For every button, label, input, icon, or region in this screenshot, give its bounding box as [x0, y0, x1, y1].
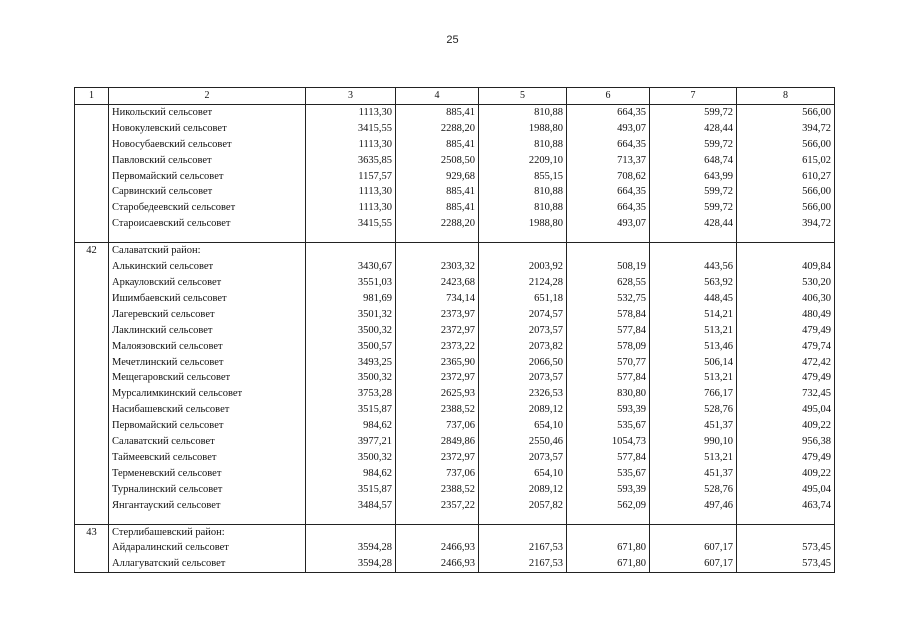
value-cell: 2167,53 [479, 540, 567, 556]
table-row [75, 540, 835, 556]
table-row [75, 370, 835, 386]
value-cell: 2003,92 [479, 259, 567, 275]
index-cell [75, 291, 109, 307]
settlement-name: Насибашевский сельсовет [109, 402, 306, 418]
settlement-name: Малоязовский сельсовет [109, 339, 306, 355]
value-cell: 3635,85 [306, 153, 396, 169]
table-row [75, 137, 835, 153]
value-cell: 3551,03 [306, 275, 396, 291]
value-cell: 1113,30 [306, 200, 396, 216]
value-cell: 472,42 [737, 355, 835, 371]
value-cell: 566,00 [737, 184, 835, 200]
value-cell: 394,72 [737, 216, 835, 232]
index-cell [75, 137, 109, 153]
value-cell: 885,41 [396, 200, 479, 216]
index-cell [75, 482, 109, 498]
value-cell: 885,41 [396, 184, 479, 200]
value-cell: 599,72 [650, 137, 737, 153]
value-cell: 734,14 [396, 291, 479, 307]
value-cell: 528,76 [650, 402, 737, 418]
column-header: 2 [109, 88, 306, 105]
value-cell: 2073,82 [479, 339, 567, 355]
value-cell: 578,84 [567, 307, 650, 323]
index-cell [75, 450, 109, 466]
spacer-cell [109, 232, 306, 243]
value-cell: 643,99 [650, 169, 737, 185]
empty-cell [737, 524, 835, 540]
value-cell: 610,27 [737, 169, 835, 185]
index-cell [75, 184, 109, 200]
value-cell: 566,00 [737, 104, 835, 120]
group-header-row [75, 243, 835, 259]
settlement-name: Айдаралинский сельсовет [109, 540, 306, 556]
value-cell: 671,80 [567, 556, 650, 572]
column-header: 7 [650, 88, 737, 105]
value-cell: 535,67 [567, 466, 650, 482]
value-cell: 532,75 [567, 291, 650, 307]
value-cell: 830,80 [567, 386, 650, 402]
value-cell: 2303,32 [396, 259, 479, 275]
settlement-name: Янгантауский сельсовет [109, 498, 306, 514]
value-cell: 664,35 [567, 184, 650, 200]
value-cell: 2372,97 [396, 323, 479, 339]
value-cell: 2124,28 [479, 275, 567, 291]
value-cell: 535,67 [567, 418, 650, 434]
value-cell: 929,68 [396, 169, 479, 185]
index-cell [75, 259, 109, 275]
value-cell: 493,07 [567, 216, 650, 232]
settlement-name: Таймеевский сельсовет [109, 450, 306, 466]
table-row [75, 450, 835, 466]
value-cell: 664,35 [567, 137, 650, 153]
value-cell: 513,21 [650, 450, 737, 466]
district-index: 43 [75, 524, 109, 540]
value-cell: 2288,20 [396, 216, 479, 232]
settlement-name: Лаклинский сельсовет [109, 323, 306, 339]
value-cell: 513,46 [650, 339, 737, 355]
settlement-name: Старобедеевский сельсовет [109, 200, 306, 216]
settlement-name: Павловский сельсовет [109, 153, 306, 169]
table-row [75, 482, 835, 498]
value-cell: 2466,93 [396, 556, 479, 572]
value-cell: 664,35 [567, 104, 650, 120]
settlement-name: Новокулевский сельсовет [109, 121, 306, 137]
value-cell: 593,39 [567, 482, 650, 498]
value-cell: 3484,57 [306, 498, 396, 514]
value-cell: 409,22 [737, 418, 835, 434]
value-cell: 495,04 [737, 402, 835, 418]
value-cell: 506,14 [650, 355, 737, 371]
value-cell: 451,37 [650, 466, 737, 482]
spacer-cell [306, 232, 396, 243]
value-cell: 1113,30 [306, 184, 396, 200]
value-cell: 956,38 [737, 434, 835, 450]
group-spacer [75, 232, 835, 243]
value-cell: 2550,46 [479, 434, 567, 450]
spacer-cell [75, 514, 109, 525]
settlement-name: Терменевский сельсовет [109, 466, 306, 482]
district-title: Стерлибашевский район: [109, 524, 306, 540]
value-cell: 2074,57 [479, 307, 567, 323]
value-cell: 2089,12 [479, 482, 567, 498]
value-cell: 3430,67 [306, 259, 396, 275]
column-header: 6 [567, 88, 650, 105]
value-cell: 573,45 [737, 556, 835, 572]
value-cell: 566,00 [737, 200, 835, 216]
value-cell: 3594,28 [306, 556, 396, 572]
settlement-name: Новосубаевский сельсовет [109, 137, 306, 153]
table-row [75, 275, 835, 291]
value-cell: 654,10 [479, 466, 567, 482]
value-cell: 599,72 [650, 184, 737, 200]
value-cell: 664,35 [567, 200, 650, 216]
value-cell: 3515,87 [306, 482, 396, 498]
index-cell [75, 402, 109, 418]
value-cell: 2849,86 [396, 434, 479, 450]
value-cell: 530,20 [737, 275, 835, 291]
empty-cell [306, 243, 396, 259]
table-row [75, 466, 835, 482]
value-cell: 3500,32 [306, 370, 396, 386]
table-row [75, 556, 835, 572]
table-row [75, 291, 835, 307]
index-cell [75, 355, 109, 371]
value-cell: 2089,12 [479, 402, 567, 418]
index-cell [75, 275, 109, 291]
value-cell: 497,46 [650, 498, 737, 514]
table-row [75, 339, 835, 355]
value-cell: 628,55 [567, 275, 650, 291]
column-header: 4 [396, 88, 479, 105]
spacer-cell [479, 514, 567, 525]
value-cell: 3594,28 [306, 540, 396, 556]
value-cell: 648,74 [650, 153, 737, 169]
value-cell: 394,72 [737, 121, 835, 137]
value-cell: 514,21 [650, 307, 737, 323]
value-cell: 2209,10 [479, 153, 567, 169]
value-cell: 671,80 [567, 540, 650, 556]
column-header: 1 [75, 88, 109, 105]
value-cell: 654,10 [479, 418, 567, 434]
settlement-name: Аллагуватский сельсовет [109, 556, 306, 572]
value-cell: 570,77 [567, 355, 650, 371]
data-table [74, 87, 835, 573]
value-cell: 479,74 [737, 339, 835, 355]
empty-cell [396, 243, 479, 259]
value-cell: 599,72 [650, 104, 737, 120]
value-cell: 1988,80 [479, 121, 567, 137]
value-cell: 451,37 [650, 418, 737, 434]
value-cell: 2066,50 [479, 355, 567, 371]
value-cell: 409,84 [737, 259, 835, 275]
column-header: 5 [479, 88, 567, 105]
settlement-name: Староисаевский сельсовет [109, 216, 306, 232]
value-cell: 2373,97 [396, 307, 479, 323]
value-cell: 810,88 [479, 184, 567, 200]
spacer-cell [306, 514, 396, 525]
value-cell: 651,18 [479, 291, 567, 307]
page-number: 25 [446, 34, 459, 46]
table-row [75, 434, 835, 450]
empty-cell [737, 243, 835, 259]
value-cell: 599,72 [650, 200, 737, 216]
settlement-name: Алькинский сельсовет [109, 259, 306, 275]
value-cell: 2288,20 [396, 121, 479, 137]
district-title: Салаватский район: [109, 243, 306, 259]
value-cell: 3500,57 [306, 339, 396, 355]
value-cell: 984,62 [306, 466, 396, 482]
index-cell [75, 104, 109, 120]
index-cell [75, 418, 109, 434]
index-cell [75, 216, 109, 232]
index-cell [75, 466, 109, 482]
table-row [75, 498, 835, 514]
column-header: 3 [306, 88, 396, 105]
value-cell: 1988,80 [479, 216, 567, 232]
table-row [75, 355, 835, 371]
group-spacer [75, 514, 835, 525]
table-row [75, 121, 835, 137]
value-cell: 566,00 [737, 137, 835, 153]
value-cell: 573,45 [737, 540, 835, 556]
spacer-cell [75, 232, 109, 243]
value-cell: 409,22 [737, 466, 835, 482]
value-cell: 2508,50 [396, 153, 479, 169]
value-cell: 3753,28 [306, 386, 396, 402]
value-cell: 810,88 [479, 137, 567, 153]
value-cell: 577,84 [567, 450, 650, 466]
spacer-cell [650, 514, 737, 525]
value-cell: 562,09 [567, 498, 650, 514]
value-cell: 2373,22 [396, 339, 479, 355]
value-cell: 2388,52 [396, 482, 479, 498]
value-cell: 885,41 [396, 137, 479, 153]
settlement-name: Аркауловский сельсовет [109, 275, 306, 291]
table-body [75, 104, 835, 572]
table-row [75, 386, 835, 402]
value-cell: 3501,32 [306, 307, 396, 323]
value-cell: 3415,55 [306, 121, 396, 137]
value-cell: 493,07 [567, 121, 650, 137]
empty-cell [396, 524, 479, 540]
value-cell: 3493,25 [306, 355, 396, 371]
spacer-cell [109, 514, 306, 525]
spacer-cell [396, 514, 479, 525]
group-header-row [75, 524, 835, 540]
value-cell: 2073,57 [479, 450, 567, 466]
value-cell: 578,09 [567, 339, 650, 355]
value-cell: 443,56 [650, 259, 737, 275]
value-cell: 2365,90 [396, 355, 479, 371]
value-cell: 737,06 [396, 466, 479, 482]
value-cell: 2625,93 [396, 386, 479, 402]
settlement-name: Салаватский сельсовет [109, 434, 306, 450]
index-cell [75, 323, 109, 339]
empty-cell [567, 524, 650, 540]
settlement-name: Сарвинский сельсовет [109, 184, 306, 200]
settlement-name: Мещегаровский сельсовет [109, 370, 306, 386]
spacer-cell [650, 232, 737, 243]
value-cell: 2372,97 [396, 450, 479, 466]
settlement-name: Первомайский сельсовет [109, 169, 306, 185]
value-cell: 428,44 [650, 121, 737, 137]
value-cell: 2466,93 [396, 540, 479, 556]
value-cell: 732,45 [737, 386, 835, 402]
value-cell: 2073,57 [479, 323, 567, 339]
value-cell: 577,84 [567, 323, 650, 339]
table-row [75, 104, 835, 120]
value-cell: 508,19 [567, 259, 650, 275]
settlement-name: Мурсалимкинский сельсовет [109, 386, 306, 402]
settlement-name: Лагеревский сельсовет [109, 307, 306, 323]
value-cell: 2326,53 [479, 386, 567, 402]
value-cell: 3415,55 [306, 216, 396, 232]
value-cell: 607,17 [650, 540, 737, 556]
index-cell [75, 370, 109, 386]
table-row [75, 200, 835, 216]
value-cell: 2167,53 [479, 556, 567, 572]
value-cell: 615,02 [737, 153, 835, 169]
spacer-cell [567, 514, 650, 525]
value-cell: 479,49 [737, 450, 835, 466]
value-cell: 463,74 [737, 498, 835, 514]
value-cell: 981,69 [306, 291, 396, 307]
index-cell [75, 386, 109, 402]
value-cell: 810,88 [479, 104, 567, 120]
empty-cell [650, 524, 737, 540]
value-cell: 563,92 [650, 275, 737, 291]
value-cell: 428,44 [650, 216, 737, 232]
index-cell [75, 556, 109, 572]
spacer-cell [396, 232, 479, 243]
empty-cell [567, 243, 650, 259]
index-cell [75, 307, 109, 323]
value-cell: 1113,30 [306, 104, 396, 120]
value-cell: 593,39 [567, 402, 650, 418]
value-cell: 984,62 [306, 418, 396, 434]
table-row [75, 184, 835, 200]
value-cell: 885,41 [396, 104, 479, 120]
table-row [75, 216, 835, 232]
empty-cell [479, 524, 567, 540]
value-cell: 2372,97 [396, 370, 479, 386]
value-cell: 528,76 [650, 482, 737, 498]
spacer-cell [567, 232, 650, 243]
settlement-name: Мечетлинский сельсовет [109, 355, 306, 371]
table-row [75, 153, 835, 169]
value-cell: 3977,21 [306, 434, 396, 450]
index-cell [75, 434, 109, 450]
index-cell [75, 169, 109, 185]
value-cell: 2057,82 [479, 498, 567, 514]
settlement-name: Первомайский сельсовет [109, 418, 306, 434]
empty-cell [306, 524, 396, 540]
value-cell: 480,49 [737, 307, 835, 323]
value-cell: 479,49 [737, 370, 835, 386]
table-row [75, 169, 835, 185]
value-cell: 737,06 [396, 418, 479, 434]
value-cell: 713,37 [567, 153, 650, 169]
table-row [75, 307, 835, 323]
value-cell: 2388,52 [396, 402, 479, 418]
header-row [75, 88, 835, 105]
value-cell: 1113,30 [306, 137, 396, 153]
table-row [75, 402, 835, 418]
value-cell: 3515,87 [306, 402, 396, 418]
spacer-cell [737, 514, 835, 525]
value-cell: 766,17 [650, 386, 737, 402]
table-row [75, 323, 835, 339]
index-cell [75, 121, 109, 137]
table-row [75, 418, 835, 434]
value-cell: 2073,57 [479, 370, 567, 386]
value-cell: 810,88 [479, 200, 567, 216]
table-row [75, 259, 835, 275]
value-cell: 990,10 [650, 434, 737, 450]
district-index: 42 [75, 243, 109, 259]
settlement-name: Никольский сельсовет [109, 104, 306, 120]
index-cell [75, 153, 109, 169]
value-cell: 2357,22 [396, 498, 479, 514]
column-header: 8 [737, 88, 835, 105]
value-cell: 3500,32 [306, 323, 396, 339]
value-cell: 495,04 [737, 482, 835, 498]
value-cell: 2423,68 [396, 275, 479, 291]
spacer-cell [479, 232, 567, 243]
empty-cell [650, 243, 737, 259]
value-cell: 448,45 [650, 291, 737, 307]
value-cell: 479,49 [737, 323, 835, 339]
index-cell [75, 540, 109, 556]
value-cell: 708,62 [567, 169, 650, 185]
spacer-cell [737, 232, 835, 243]
index-cell [75, 339, 109, 355]
value-cell: 513,21 [650, 370, 737, 386]
index-cell [75, 200, 109, 216]
empty-cell [479, 243, 567, 259]
value-cell: 1054,73 [567, 434, 650, 450]
value-cell: 3500,32 [306, 450, 396, 466]
value-cell: 607,17 [650, 556, 737, 572]
value-cell: 1157,57 [306, 169, 396, 185]
value-cell: 513,21 [650, 323, 737, 339]
index-cell [75, 498, 109, 514]
value-cell: 855,15 [479, 169, 567, 185]
value-cell: 577,84 [567, 370, 650, 386]
settlement-name: Турналинский сельсовет [109, 482, 306, 498]
settlement-name: Ишимбаевский сельсовет [109, 291, 306, 307]
value-cell: 406,30 [737, 291, 835, 307]
